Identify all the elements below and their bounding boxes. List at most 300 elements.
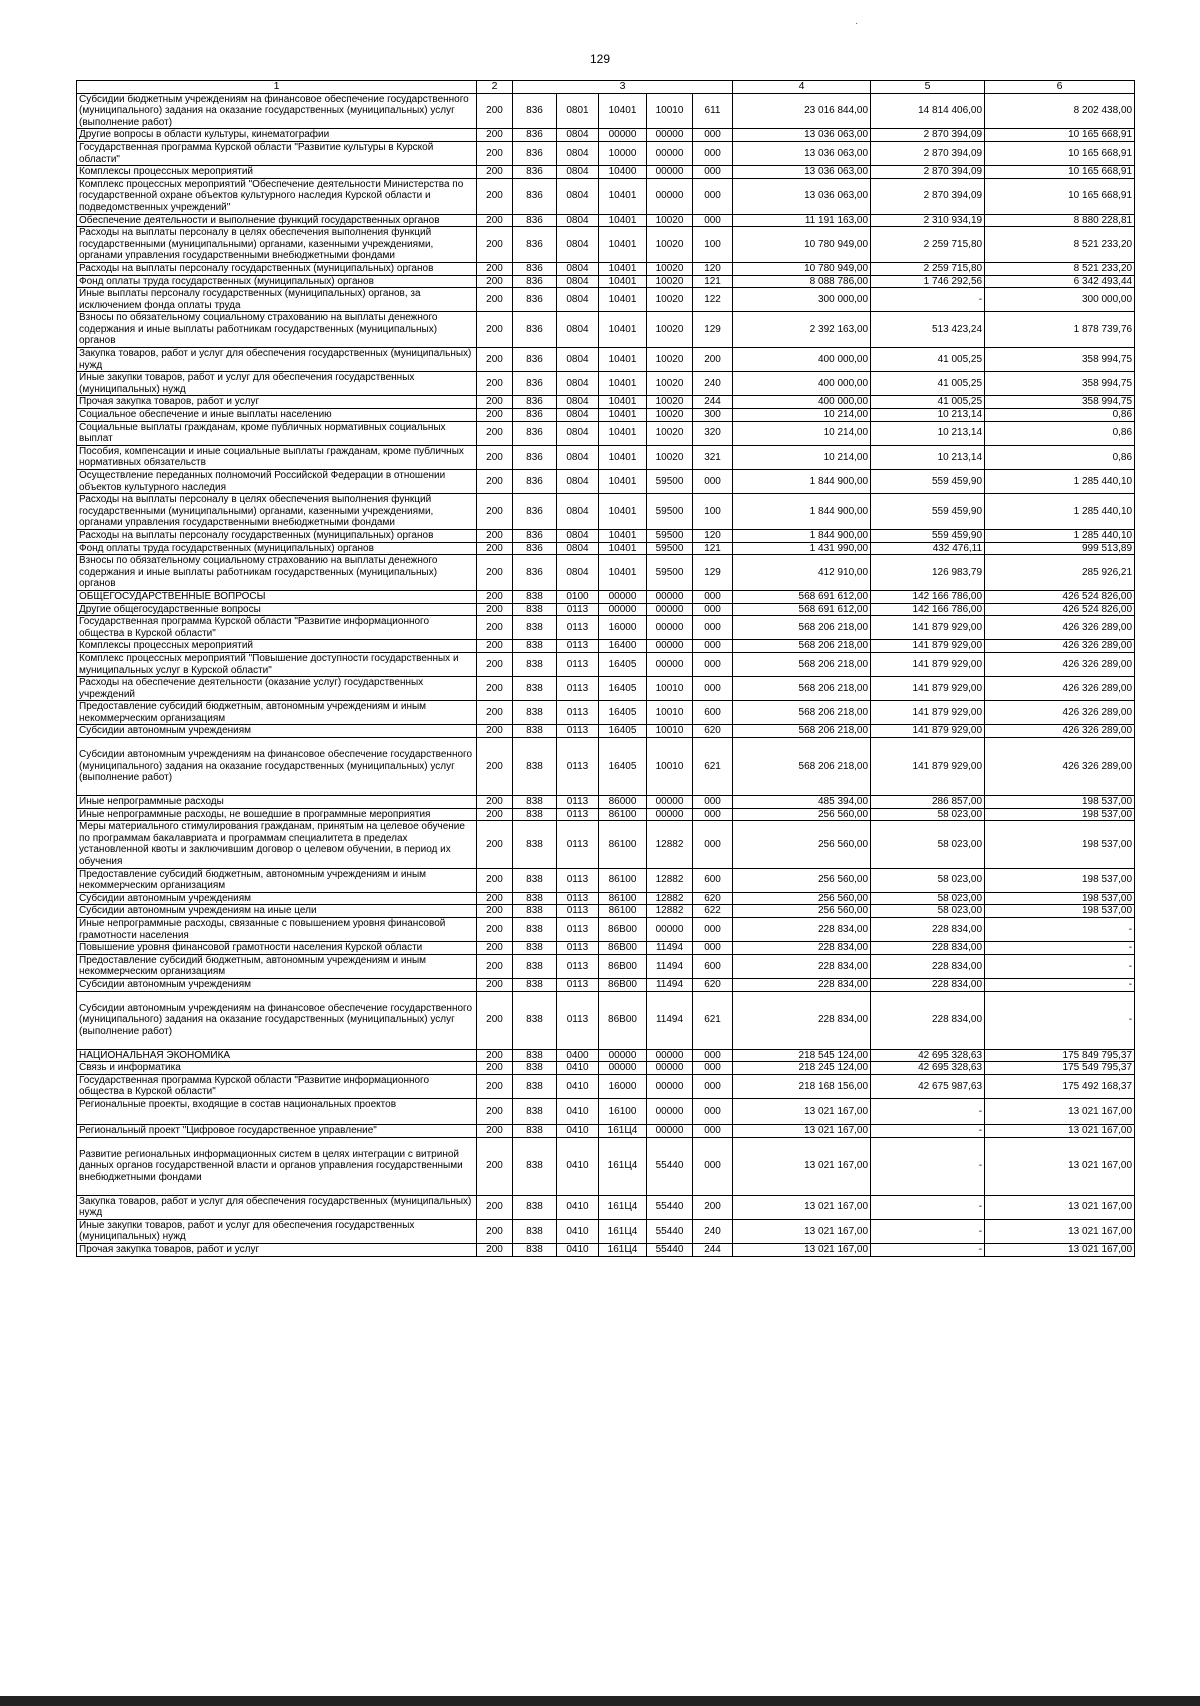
direction-code: 00000 bbox=[647, 616, 693, 640]
table-row bbox=[77, 227, 1135, 263]
executed-amount: 41 005,25 bbox=[871, 396, 985, 409]
remaining-amount: 1 285 440,10 bbox=[985, 470, 1135, 494]
direction-code: 00000 bbox=[647, 1074, 693, 1098]
type-code: 000 bbox=[693, 942, 733, 955]
remaining-amount: 358 994,75 bbox=[985, 348, 1135, 372]
program-code: 86100 bbox=[599, 905, 647, 918]
section-code: 0804 bbox=[557, 409, 599, 422]
admin-code: 200 bbox=[477, 555, 513, 591]
department-code: 836 bbox=[513, 262, 557, 275]
section-code: 0804 bbox=[557, 542, 599, 555]
admin-code: 200 bbox=[477, 1219, 513, 1243]
executed-amount: 41 005,25 bbox=[871, 348, 985, 372]
row-name: Региональный проект "Цифровое государственное управление" bbox=[77, 1124, 477, 1137]
remaining-amount: 8 880 228,81 bbox=[985, 214, 1135, 227]
executed-amount: 58 023,00 bbox=[871, 868, 985, 892]
section-code: 0113 bbox=[557, 942, 599, 955]
program-code: 10401 bbox=[599, 421, 647, 445]
table-row bbox=[77, 1098, 1135, 1124]
remaining-amount: 13 021 167,00 bbox=[985, 1124, 1135, 1137]
department-code: 838 bbox=[513, 808, 557, 821]
row-name: Расходы на выплаты персоналу в целях обеспечения выполнения функций государственными (муниципальными) органами, казенными учреждениями, органами управления государственными внебюджетными фондами bbox=[77, 227, 477, 263]
direction-code: 11494 bbox=[647, 978, 693, 991]
row-name: Закупка товаров, работ и услуг для обеспечения государственных (муниципальных) нужд bbox=[77, 348, 477, 372]
remaining-amount: 426 326 289,00 bbox=[985, 640, 1135, 653]
remaining-amount: 426 524 826,00 bbox=[985, 603, 1135, 616]
table-row bbox=[77, 892, 1135, 905]
remaining-amount: 426 326 289,00 bbox=[985, 677, 1135, 701]
direction-code: 59500 bbox=[647, 555, 693, 591]
department-code: 836 bbox=[513, 166, 557, 179]
admin-code: 200 bbox=[477, 470, 513, 494]
admin-code: 200 bbox=[477, 348, 513, 372]
approved-amount: 218 545 124,00 bbox=[733, 1049, 871, 1062]
type-code: 000 bbox=[693, 677, 733, 701]
type-code: 000 bbox=[693, 603, 733, 616]
remaining-amount: 175 549 795,37 bbox=[985, 1062, 1135, 1075]
department-code: 838 bbox=[513, 725, 557, 738]
type-code: 000 bbox=[693, 918, 733, 942]
type-code: 000 bbox=[693, 141, 733, 165]
type-code: 300 bbox=[693, 409, 733, 422]
program-code: 86В00 bbox=[599, 918, 647, 942]
approved-amount: 218 245 124,00 bbox=[733, 1062, 871, 1075]
table-row bbox=[77, 312, 1135, 348]
remaining-amount: 1 285 440,10 bbox=[985, 529, 1135, 542]
admin-code: 200 bbox=[477, 1124, 513, 1137]
table-row bbox=[77, 494, 1135, 530]
program-code: 10401 bbox=[599, 494, 647, 530]
approved-amount: 568 691 612,00 bbox=[733, 590, 871, 603]
row-name: Расходы на выплаты персоналу государственных (муниципальных) органов bbox=[77, 262, 477, 275]
admin-code: 200 bbox=[477, 1243, 513, 1256]
approved-amount: 13 036 063,00 bbox=[733, 166, 871, 179]
remaining-amount: 198 537,00 bbox=[985, 892, 1135, 905]
row-name: Прочая закупка товаров, работ и услуг bbox=[77, 396, 477, 409]
direction-code: 10020 bbox=[647, 288, 693, 312]
admin-code: 200 bbox=[477, 725, 513, 738]
approved-amount: 400 000,00 bbox=[733, 348, 871, 372]
type-code: 100 bbox=[693, 494, 733, 530]
table-row bbox=[77, 954, 1135, 978]
admin-code: 200 bbox=[477, 892, 513, 905]
table-row bbox=[77, 421, 1135, 445]
direction-code: 10020 bbox=[647, 214, 693, 227]
remaining-amount: 6 342 493,44 bbox=[985, 275, 1135, 288]
row-name: Меры материального стимулирования гражданам, принятым на целевое обучение по программам бакалавриата и программам специалитета в пределах установленной квоты и заключившим договор о целевом обучении, в период их обучения bbox=[77, 821, 477, 868]
table-row bbox=[77, 796, 1135, 809]
direction-code: 12882 bbox=[647, 868, 693, 892]
admin-code: 200 bbox=[477, 262, 513, 275]
admin-code: 200 bbox=[477, 129, 513, 142]
header-col-2: 2 bbox=[477, 81, 513, 94]
direction-code: 10020 bbox=[647, 445, 693, 469]
table-row bbox=[77, 93, 1135, 129]
admin-code: 200 bbox=[477, 796, 513, 809]
approved-amount: 568 206 218,00 bbox=[733, 725, 871, 738]
remaining-amount: 999 513,89 bbox=[985, 542, 1135, 555]
direction-code: 10010 bbox=[647, 701, 693, 725]
program-code: 86100 bbox=[599, 892, 647, 905]
header-row bbox=[77, 81, 1135, 94]
remaining-amount: - bbox=[985, 918, 1135, 942]
type-code: 240 bbox=[693, 1219, 733, 1243]
table-row bbox=[77, 918, 1135, 942]
direction-code: 00000 bbox=[647, 1124, 693, 1137]
table-row bbox=[77, 214, 1135, 227]
approved-amount: 485 394,00 bbox=[733, 796, 871, 809]
direction-code: 00000 bbox=[647, 178, 693, 214]
executed-amount: 2 259 715,80 bbox=[871, 227, 985, 263]
admin-code: 200 bbox=[477, 1195, 513, 1219]
table-row bbox=[77, 640, 1135, 653]
approved-amount: 13 021 167,00 bbox=[733, 1124, 871, 1137]
row-name: Фонд оплаты труда государственных (муниципальных) органов bbox=[77, 275, 477, 288]
type-code: 000 bbox=[693, 821, 733, 868]
section-code: 0804 bbox=[557, 288, 599, 312]
section-code: 0410 bbox=[557, 1074, 599, 1098]
executed-amount: 559 459,90 bbox=[871, 494, 985, 530]
department-code: 838 bbox=[513, 1074, 557, 1098]
executed-amount: - bbox=[871, 1195, 985, 1219]
direction-code: 00000 bbox=[647, 166, 693, 179]
admin-code: 200 bbox=[477, 166, 513, 179]
direction-code: 10020 bbox=[647, 262, 693, 275]
department-code: 838 bbox=[513, 738, 557, 796]
admin-code: 200 bbox=[477, 275, 513, 288]
row-name: Прочая закупка товаров, работ и услуг bbox=[77, 1243, 477, 1256]
remaining-amount: 285 926,21 bbox=[985, 555, 1135, 591]
executed-amount: 58 023,00 bbox=[871, 821, 985, 868]
department-code: 838 bbox=[513, 640, 557, 653]
table-row bbox=[77, 1195, 1135, 1219]
admin-code: 200 bbox=[477, 603, 513, 616]
program-code: 10401 bbox=[599, 262, 647, 275]
program-code: 10401 bbox=[599, 396, 647, 409]
section-code: 0113 bbox=[557, 808, 599, 821]
table-row bbox=[77, 288, 1135, 312]
table-row bbox=[77, 725, 1135, 738]
section-code: 0804 bbox=[557, 275, 599, 288]
header-col-4: 4 bbox=[733, 81, 871, 94]
type-code: 000 bbox=[693, 640, 733, 653]
program-code: 00000 bbox=[599, 590, 647, 603]
approved-amount: 2 392 163,00 bbox=[733, 312, 871, 348]
executed-amount: 228 834,00 bbox=[871, 978, 985, 991]
type-code: 000 bbox=[693, 1137, 733, 1195]
remaining-amount: 426 326 289,00 bbox=[985, 725, 1135, 738]
approved-amount: 568 206 218,00 bbox=[733, 701, 871, 725]
program-code: 10401 bbox=[599, 529, 647, 542]
type-code: 611 bbox=[693, 93, 733, 129]
executed-amount: 432 476,11 bbox=[871, 542, 985, 555]
program-code: 10401 bbox=[599, 288, 647, 312]
executed-amount: 141 879 929,00 bbox=[871, 738, 985, 796]
admin-code: 200 bbox=[477, 701, 513, 725]
executed-amount: - bbox=[871, 1219, 985, 1243]
row-name: Субсидии автономным учреждениям bbox=[77, 725, 477, 738]
remaining-amount: - bbox=[985, 978, 1135, 991]
program-code: 86100 bbox=[599, 821, 647, 868]
executed-amount: 42 675 987,63 bbox=[871, 1074, 985, 1098]
remaining-amount: 198 537,00 bbox=[985, 868, 1135, 892]
type-code: 121 bbox=[693, 542, 733, 555]
department-code: 836 bbox=[513, 494, 557, 530]
type-code: 621 bbox=[693, 738, 733, 796]
executed-amount: - bbox=[871, 288, 985, 312]
section-code: 0804 bbox=[557, 494, 599, 530]
approved-amount: 256 560,00 bbox=[733, 892, 871, 905]
department-code: 836 bbox=[513, 275, 557, 288]
remaining-amount: 8 521 233,20 bbox=[985, 262, 1135, 275]
executed-amount: 2 870 394,09 bbox=[871, 166, 985, 179]
admin-code: 200 bbox=[477, 590, 513, 603]
approved-amount: 13 036 063,00 bbox=[733, 178, 871, 214]
department-code: 838 bbox=[513, 652, 557, 676]
type-code: 000 bbox=[693, 178, 733, 214]
program-code: 10401 bbox=[599, 445, 647, 469]
table-row bbox=[77, 652, 1135, 676]
type-code: 120 bbox=[693, 529, 733, 542]
section-code: 0804 bbox=[557, 348, 599, 372]
approved-amount: 13 036 063,00 bbox=[733, 129, 871, 142]
type-code: 000 bbox=[693, 214, 733, 227]
program-code: 16405 bbox=[599, 677, 647, 701]
approved-amount: 10 214,00 bbox=[733, 445, 871, 469]
executed-amount: 228 834,00 bbox=[871, 954, 985, 978]
approved-amount: 400 000,00 bbox=[733, 396, 871, 409]
row-name: Комплекс процессных мероприятий "Повышение доступности государственных и муниципальных услуг в Курской области" bbox=[77, 652, 477, 676]
admin-code: 200 bbox=[477, 1074, 513, 1098]
program-code: 10401 bbox=[599, 227, 647, 263]
admin-code: 200 bbox=[477, 312, 513, 348]
type-code: 000 bbox=[693, 166, 733, 179]
section-code: 0804 bbox=[557, 470, 599, 494]
department-code: 838 bbox=[513, 616, 557, 640]
executed-amount: 10 213,14 bbox=[871, 445, 985, 469]
admin-code: 200 bbox=[477, 445, 513, 469]
department-code: 838 bbox=[513, 918, 557, 942]
section-code: 0804 bbox=[557, 262, 599, 275]
type-code: 000 bbox=[693, 470, 733, 494]
remaining-amount: 426 524 826,00 bbox=[985, 590, 1135, 603]
admin-code: 200 bbox=[477, 954, 513, 978]
approved-amount: 400 000,00 bbox=[733, 372, 871, 396]
department-code: 836 bbox=[513, 178, 557, 214]
direction-code: 12882 bbox=[647, 821, 693, 868]
budget-table bbox=[76, 80, 1135, 1257]
table-row bbox=[77, 905, 1135, 918]
remaining-amount: 10 165 668,91 bbox=[985, 166, 1135, 179]
direction-code: 00000 bbox=[647, 652, 693, 676]
direction-code: 00000 bbox=[647, 603, 693, 616]
admin-code: 200 bbox=[477, 616, 513, 640]
corner-mark: · bbox=[855, 18, 859, 29]
type-code: 000 bbox=[693, 616, 733, 640]
admin-code: 200 bbox=[477, 227, 513, 263]
department-code: 836 bbox=[513, 445, 557, 469]
section-code: 0400 bbox=[557, 1049, 599, 1062]
table-row bbox=[77, 141, 1135, 165]
table-row bbox=[77, 821, 1135, 868]
row-name: Субсидии автономным учреждениям на финансовое обеспечение государственного (муниципального) задания на оказание государственных (муниципальных) услуг (выполнение работ) bbox=[77, 738, 477, 796]
direction-code: 00000 bbox=[647, 918, 693, 942]
department-code: 836 bbox=[513, 312, 557, 348]
direction-code: 12882 bbox=[647, 905, 693, 918]
table-row bbox=[77, 529, 1135, 542]
section-code: 0113 bbox=[557, 640, 599, 653]
program-code: 86000 bbox=[599, 796, 647, 809]
section-code: 0804 bbox=[557, 555, 599, 591]
executed-amount: - bbox=[871, 1243, 985, 1256]
section-code: 0801 bbox=[557, 93, 599, 129]
type-code: 320 bbox=[693, 421, 733, 445]
remaining-amount: - bbox=[985, 942, 1135, 955]
approved-amount: 13 021 167,00 bbox=[733, 1219, 871, 1243]
remaining-amount: - bbox=[985, 991, 1135, 1049]
remaining-amount: 358 994,75 bbox=[985, 372, 1135, 396]
executed-amount: 42 695 328,63 bbox=[871, 1062, 985, 1075]
section-code: 0804 bbox=[557, 166, 599, 179]
direction-code: 00000 bbox=[647, 808, 693, 821]
section-code: 0804 bbox=[557, 445, 599, 469]
section-code: 0804 bbox=[557, 421, 599, 445]
approved-amount: 10 214,00 bbox=[733, 421, 871, 445]
type-code: 244 bbox=[693, 396, 733, 409]
admin-code: 200 bbox=[477, 808, 513, 821]
department-code: 836 bbox=[513, 129, 557, 142]
program-code: 86В00 bbox=[599, 954, 647, 978]
type-code: 240 bbox=[693, 372, 733, 396]
approved-amount: 228 834,00 bbox=[733, 978, 871, 991]
table-row bbox=[77, 445, 1135, 469]
executed-amount: 559 459,90 bbox=[871, 470, 985, 494]
row-name: Другие общегосударственные вопросы bbox=[77, 603, 477, 616]
table-row bbox=[77, 275, 1135, 288]
department-code: 838 bbox=[513, 677, 557, 701]
direction-code: 11494 bbox=[647, 991, 693, 1049]
page-number: 129 bbox=[589, 52, 611, 66]
department-code: 838 bbox=[513, 821, 557, 868]
department-code: 838 bbox=[513, 868, 557, 892]
executed-amount: 2 259 715,80 bbox=[871, 262, 985, 275]
table-row bbox=[77, 166, 1135, 179]
approved-amount: 228 834,00 bbox=[733, 942, 871, 955]
section-code: 0113 bbox=[557, 725, 599, 738]
remaining-amount: 1 878 739,76 bbox=[985, 312, 1135, 348]
table-row bbox=[77, 603, 1135, 616]
remaining-amount: 300 000,00 bbox=[985, 288, 1135, 312]
direction-code: 59500 bbox=[647, 542, 693, 555]
executed-amount: 141 879 929,00 bbox=[871, 677, 985, 701]
approved-amount: 1 844 900,00 bbox=[733, 529, 871, 542]
department-code: 836 bbox=[513, 396, 557, 409]
program-code: 16405 bbox=[599, 725, 647, 738]
department-code: 838 bbox=[513, 590, 557, 603]
table-row bbox=[77, 701, 1135, 725]
executed-amount: 141 879 929,00 bbox=[871, 640, 985, 653]
department-code: 838 bbox=[513, 1219, 557, 1243]
executed-amount: 141 879 929,00 bbox=[871, 616, 985, 640]
program-code: 16100 bbox=[599, 1098, 647, 1124]
table-row bbox=[77, 1049, 1135, 1062]
type-code: 244 bbox=[693, 1243, 733, 1256]
table-row bbox=[77, 1219, 1135, 1243]
direction-code: 10020 bbox=[647, 372, 693, 396]
program-code: 00000 bbox=[599, 1062, 647, 1075]
executed-amount: 58 023,00 bbox=[871, 892, 985, 905]
direction-code: 00000 bbox=[647, 796, 693, 809]
executed-amount: 2 870 394,09 bbox=[871, 178, 985, 214]
admin-code: 200 bbox=[477, 1137, 513, 1195]
executed-amount: 58 023,00 bbox=[871, 905, 985, 918]
executed-amount: 142 166 786,00 bbox=[871, 603, 985, 616]
type-code: 000 bbox=[693, 652, 733, 676]
row-name: Субсидии автономным учреждениям bbox=[77, 978, 477, 991]
approved-amount: 256 560,00 bbox=[733, 821, 871, 868]
section-code: 0410 bbox=[557, 1137, 599, 1195]
program-code: 10401 bbox=[599, 542, 647, 555]
admin-code: 200 bbox=[477, 652, 513, 676]
department-code: 836 bbox=[513, 470, 557, 494]
admin-code: 200 bbox=[477, 738, 513, 796]
program-code: 10401 bbox=[599, 409, 647, 422]
row-name: Предоставление субсидий бюджетным, автономным учреждениям и иным некоммерческим организациям bbox=[77, 954, 477, 978]
table-row bbox=[77, 1124, 1135, 1137]
type-code: 000 bbox=[693, 1098, 733, 1124]
remaining-amount: 10 165 668,91 bbox=[985, 129, 1135, 142]
direction-code: 11494 bbox=[647, 942, 693, 955]
row-name: Развитие региональных информационных систем в целях интеграции с витриной данных органов государственной власти и органов управления государственными внебюджетными фондами bbox=[77, 1137, 477, 1195]
department-code: 838 bbox=[513, 905, 557, 918]
type-code: 000 bbox=[693, 590, 733, 603]
section-code: 0113 bbox=[557, 991, 599, 1049]
remaining-amount: 13 021 167,00 bbox=[985, 1219, 1135, 1243]
type-code: 620 bbox=[693, 978, 733, 991]
remaining-amount: 426 326 289,00 bbox=[985, 652, 1135, 676]
table-row bbox=[77, 738, 1135, 796]
executed-amount: 10 213,14 bbox=[871, 421, 985, 445]
row-name: Предоставление субсидий бюджетным, автономным учреждениям и иным некоммерческим организациям bbox=[77, 868, 477, 892]
department-code: 838 bbox=[513, 796, 557, 809]
department-code: 838 bbox=[513, 1137, 557, 1195]
department-code: 836 bbox=[513, 555, 557, 591]
executed-amount: 559 459,90 bbox=[871, 529, 985, 542]
direction-code: 10020 bbox=[647, 348, 693, 372]
direction-code: 00000 bbox=[647, 1049, 693, 1062]
approved-amount: 568 206 218,00 bbox=[733, 652, 871, 676]
section-code: 0804 bbox=[557, 396, 599, 409]
remaining-amount: 198 537,00 bbox=[985, 905, 1135, 918]
executed-amount: 142 166 786,00 bbox=[871, 590, 985, 603]
row-name: Расходы на выплаты персоналу государственных (муниципальных) органов bbox=[77, 529, 477, 542]
program-code: 161Ц4 bbox=[599, 1219, 647, 1243]
section-code: 0804 bbox=[557, 129, 599, 142]
program-code: 00000 bbox=[599, 1049, 647, 1062]
table-row bbox=[77, 978, 1135, 991]
section-code: 0113 bbox=[557, 603, 599, 616]
table-row bbox=[77, 555, 1135, 591]
row-name: Субсидии бюджетным учреждениям на финансовое обеспечение государственного (муниципального) задания на оказание государственных (муниципальных) услуг (выполнение работ) bbox=[77, 93, 477, 129]
table-row bbox=[77, 129, 1135, 142]
table-row bbox=[77, 1062, 1135, 1075]
approved-amount: 11 191 163,00 bbox=[733, 214, 871, 227]
table-row bbox=[77, 1074, 1135, 1098]
direction-code: 00000 bbox=[647, 141, 693, 165]
direction-code: 10010 bbox=[647, 725, 693, 738]
direction-code: 00000 bbox=[647, 590, 693, 603]
admin-code: 200 bbox=[477, 141, 513, 165]
